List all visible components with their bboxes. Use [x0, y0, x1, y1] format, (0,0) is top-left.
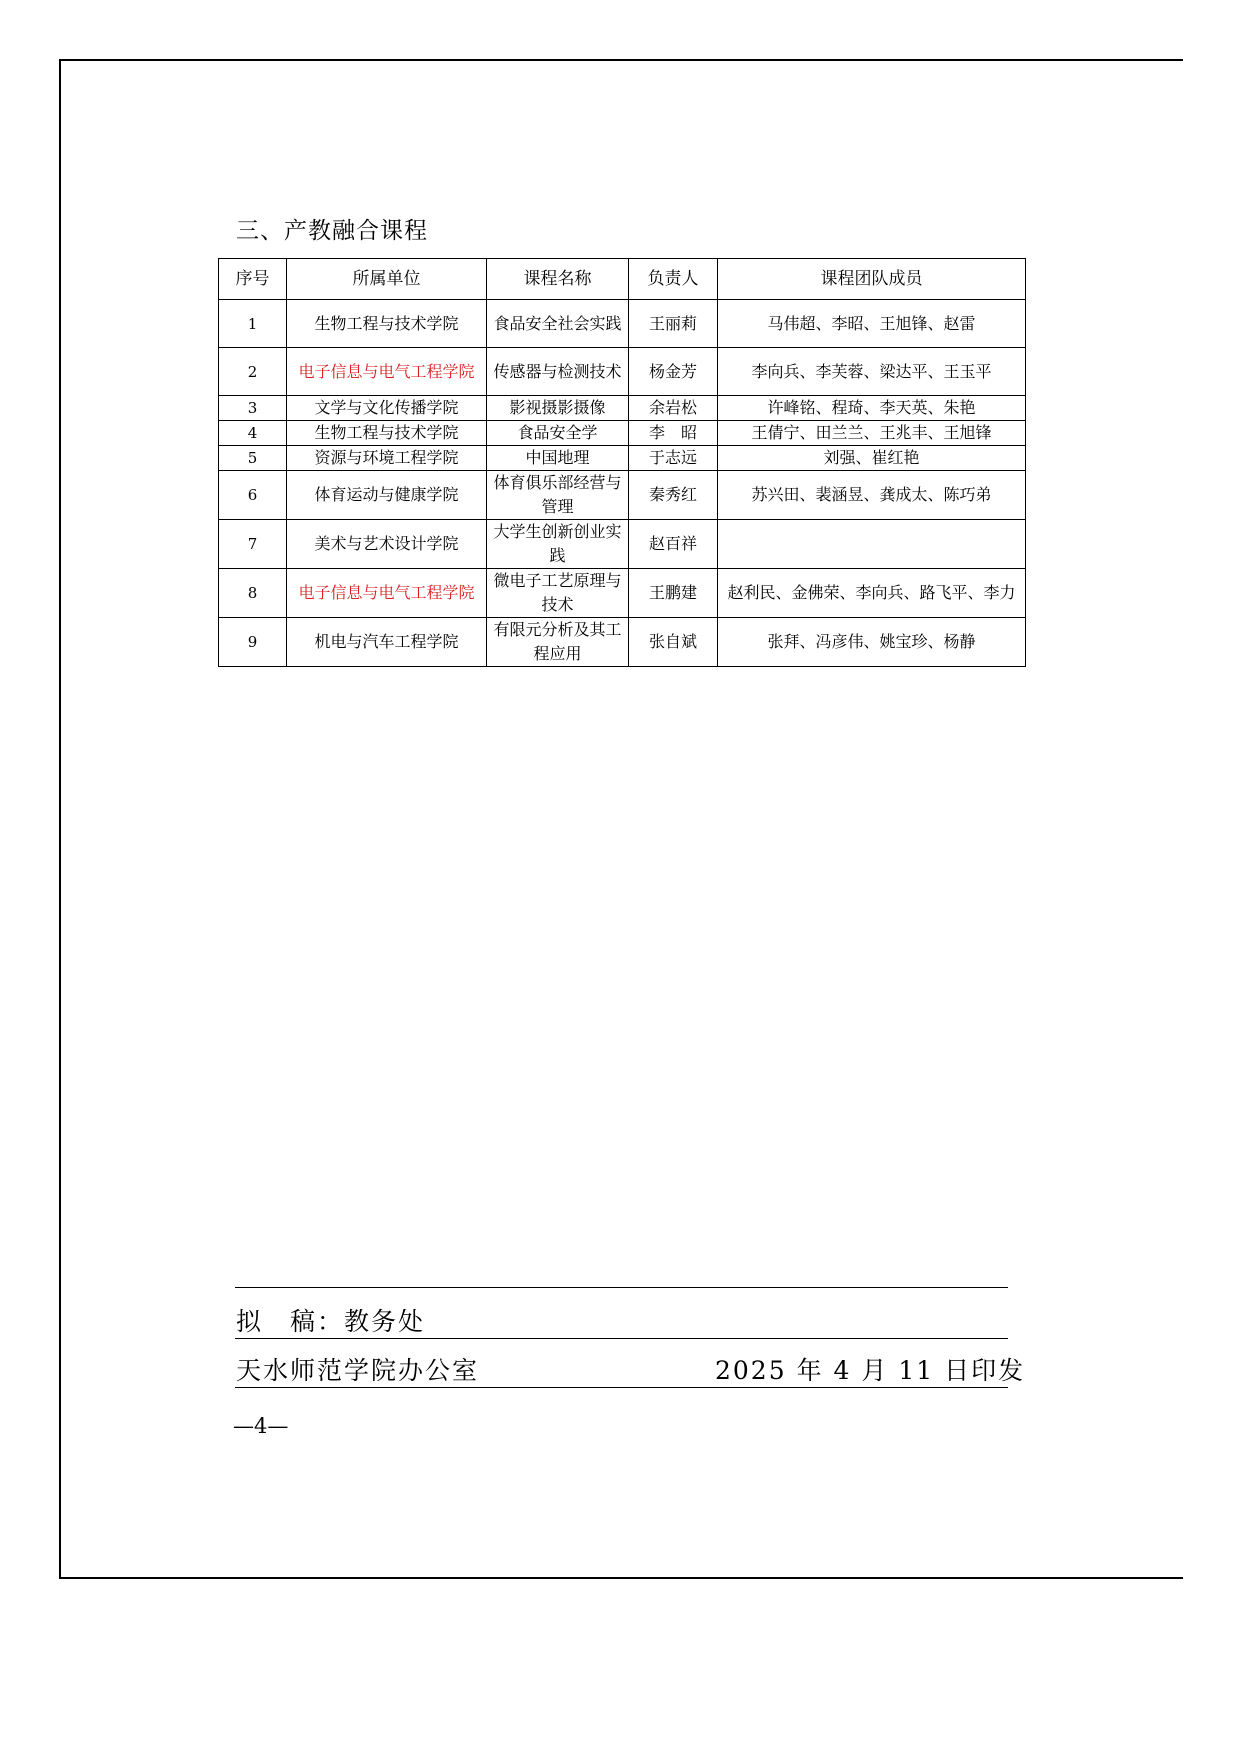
table-row: [219, 396, 1026, 421]
row-course: 食品安全社会实践: [487, 300, 629, 348]
row-lead: 杨金芳: [629, 348, 718, 396]
row-course: 影视摄影摄像: [487, 396, 629, 421]
row-members: 许峰铭、程琦、李天英、朱艳: [718, 396, 1026, 421]
table-row: [219, 421, 1026, 446]
footer-rule-middle: [235, 1338, 1008, 1339]
row-no: 7: [219, 520, 287, 569]
table-header-row: [219, 259, 1026, 300]
header-unit: 所属单位: [287, 259, 487, 300]
footer-date: 2025 年 4 月 11 日印发: [715, 1356, 1026, 1385]
table-row: [219, 569, 1026, 618]
row-course: 食品安全学: [487, 421, 629, 446]
row-no: 9: [219, 618, 287, 667]
row-unit: 生物工程与技术学院: [287, 421, 487, 446]
table-row: [219, 471, 1026, 520]
row-no: 4: [219, 421, 287, 446]
table-row: [219, 520, 1026, 569]
table-row: [219, 618, 1026, 667]
header-lead: 负责人: [629, 259, 718, 300]
header-members: 课程团队成员: [718, 259, 1026, 300]
header-no: 序号: [219, 259, 287, 300]
row-no: 8: [219, 569, 287, 618]
table-row: [219, 348, 1026, 396]
row-members: 刘强、崔红艳: [718, 446, 1026, 471]
row-unit: 机电与汽车工程学院: [287, 618, 487, 667]
row-no: 6: [219, 471, 287, 520]
row-lead: 李 昭: [629, 421, 718, 446]
row-unit: 电子信息与电气工程学院: [287, 569, 487, 618]
row-members: [718, 520, 1026, 569]
row-members: 李向兵、李芙蓉、梁达平、王玉平: [718, 348, 1026, 396]
table-row: [219, 300, 1026, 348]
page-number: —4—: [233, 1414, 289, 1438]
footer-drafter: 拟 稿：教务处: [236, 1307, 426, 1336]
row-lead: 余岩松: [629, 396, 718, 421]
row-members: 马伟超、李昭、王旭锋、赵雷: [718, 300, 1026, 348]
footer-rule-top: [235, 1287, 1008, 1288]
row-no: 2: [219, 348, 287, 396]
row-unit: 体育运动与健康学院: [287, 471, 487, 520]
row-course: 大学生创新创业实践: [487, 520, 629, 569]
row-lead: 王鹏建: [629, 569, 718, 618]
footer-rule-bottom: [235, 1387, 1008, 1388]
row-lead: 王丽莉: [629, 300, 718, 348]
row-course: 微电子工艺原理与技术: [487, 569, 629, 618]
row-unit: 文学与文化传播学院: [287, 396, 487, 421]
row-lead: 于志远: [629, 446, 718, 471]
footer-issuer: 天水师范学院办公室: [236, 1356, 480, 1385]
row-members: 苏兴田、裴涵昱、龚成太、陈巧弟: [718, 471, 1026, 520]
row-course: 体育俱乐部经营与管理: [487, 471, 629, 520]
row-members: 王倩宁、田兰兰、王兆丰、王旭锋: [718, 421, 1026, 446]
row-unit: 美术与艺术设计学院: [287, 520, 487, 569]
row-course: 有限元分析及其工程应用: [487, 618, 629, 667]
table-row: [219, 446, 1026, 471]
row-no: 3: [219, 396, 287, 421]
row-lead: 张自斌: [629, 618, 718, 667]
row-unit: 生物工程与技术学院: [287, 300, 487, 348]
row-course: 中国地理: [487, 446, 629, 471]
row-unit: 资源与环境工程学院: [287, 446, 487, 471]
row-lead: 秦秀红: [629, 471, 718, 520]
row-no: 1: [219, 300, 287, 348]
row-members: 张拜、冯彦伟、姚宝珍、杨静: [718, 618, 1026, 667]
header-course: 课程名称: [487, 259, 629, 300]
course-table: [218, 258, 1026, 667]
row-course: 传感器与检测技术: [487, 348, 629, 396]
row-members: 赵利民、金佛荣、李向兵、路飞平、李力: [718, 569, 1026, 618]
row-no: 5: [219, 446, 287, 471]
row-lead: 赵百祥: [629, 520, 718, 569]
section-title: 三、产教融合课程: [236, 218, 428, 244]
row-unit: 电子信息与电气工程学院: [287, 348, 487, 396]
